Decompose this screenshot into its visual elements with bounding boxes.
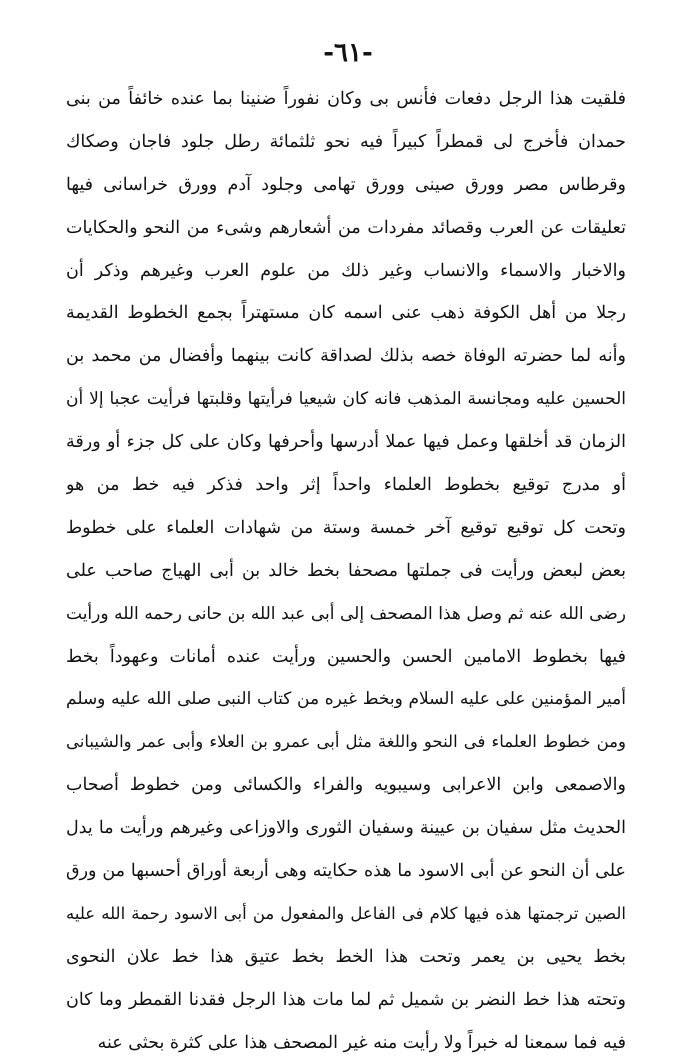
- text-line: أمير المؤمنين على عليه السلام وبخط غيره من كتاب النبى صلى الله عليه وسلم: [66, 689, 626, 710]
- text-line: والاخبار والاسماء والانساب وغير ذلك من علوم العرب وغيرهم وذكر أن: [66, 260, 626, 281]
- text-line: رضى الله عنه ثم وصل هذا المصحف إلى أبى عبد الله بن حانى رحمه الله ورأيت: [66, 603, 626, 624]
- text-line: الصين ترجمتها هذه فيها كلام فى الفاعل والمفعول من أبى الاسود رحمة الله عليه: [66, 903, 626, 923]
- text-line: وتحته هذا خط النضر بن شميل ثم لما مات هذا الرجل فقدنا القمطر وما كان: [66, 989, 626, 1010]
- text-line: فيها بخطوط الامامين الحسن والحسين ورأيت عنده أمانات وعهوداً بخط: [66, 646, 626, 667]
- text-line: تعليقات عن العرب وقصائد مفردات من أشعارهم وشىء من النحو والحكايات: [66, 217, 626, 238]
- text-line: فيه فما سمعنا له خبراً ولا رأيت منه غير المصحف هذا على كثرة بحثى عنه: [97, 1032, 626, 1053]
- text-line: الزمان قد أخلقها وعمل فيها عملا أدرسها وأحرفها وكان على كل جزء أو ورقة: [66, 432, 626, 453]
- text-line: رجلا من أهل الكوفة ذهب عنى اسمه كان مستهتراً بجمع الخطوط القديمة: [66, 303, 626, 324]
- text-line: أو مدرج توقيع بخطوط العلماء واحداً إثر واحد فذكر فيه خط من هو: [66, 475, 626, 496]
- text-line: حمدان فأخرج لى قمطراً كبيراً فيه نحو ثلثمائة رطل جلود فاجان وصكاك: [66, 131, 626, 152]
- text-line: وقرطاس مصر وورق صينى وورق تهامى وجلود آدم وورق خراسانى فيها: [66, 174, 626, 195]
- text-line: الحديث مثل سفيان بن عيينة وسفيان الثورى والاوزاعى وغيرهم ورأيت ما يدل: [66, 818, 626, 839]
- text-line: الحسين عليه ومجانسة المذهب فانه كان شيعيا فرأيتها وقلبتها فرأيت عجبا إلا أن: [66, 389, 626, 410]
- text-line: على أن النحو عن أبى الاسود ما هذه حكايته وهى أربعة أوراق أحسبها من ورق: [66, 861, 626, 882]
- text-line: بخط يحيى بن يعمر وتحت هذا الخط بخط عتيق هذا خط علان النحوى: [66, 946, 626, 967]
- text-line: فلقيت هذا الرجل دفعات فأنس بى وكان نفوراً ضنينا بما عنده خائفاً من بنى: [66, 89, 626, 109]
- page-number: -٦١-: [323, 38, 373, 68]
- page-body-text: [66, 78, 626, 1064]
- text-line: بعض لبعض ورأيت فى جملتها مصحفا بخط خالد بن أبى الهياج صاحب على: [66, 560, 626, 581]
- text-line: وأنه لما حضرته الوفاة خصه بذلك لصداقة كانت بينهما وأفضال من محمد بن: [66, 346, 626, 367]
- text-line: ومن خطوط العلماء فى النحو واللغة مثل أبى عمرو بن العلاء وأبى عمر والشيبانى: [66, 732, 626, 752]
- text-line: والاصمعى وابن الاعرابى وسيبويه والفراء والكسائى ومن خطوط أصحاب: [66, 775, 626, 796]
- text-line: وتحت كل توقيع توقيع آخر خمسة وستة من شهادات العلماء على خطوط: [66, 517, 626, 538]
